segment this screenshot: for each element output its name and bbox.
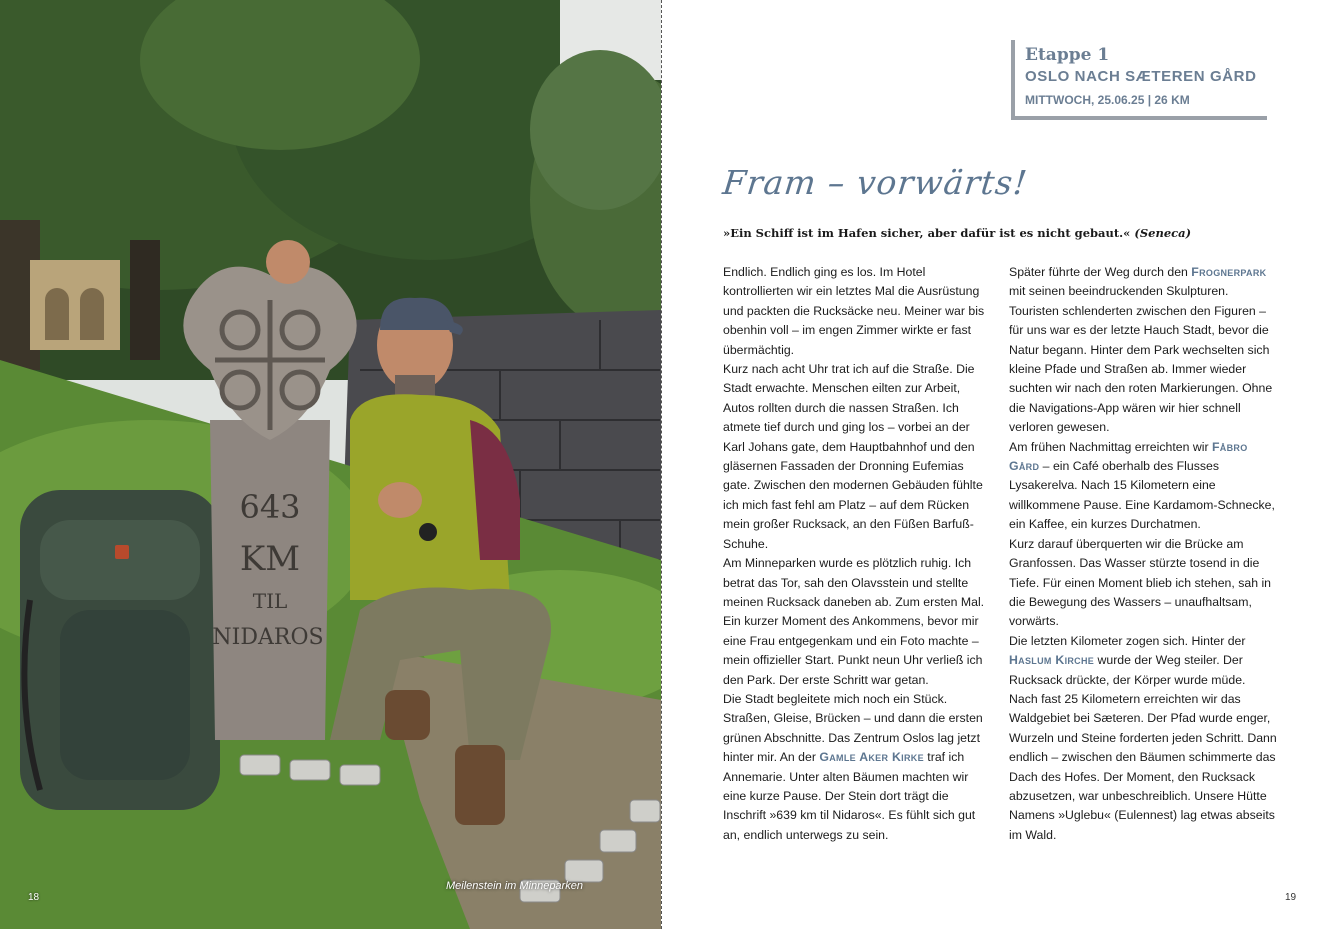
paragraph <box>1009 263 1277 438</box>
backpack <box>20 490 220 810</box>
paragraph-text: Später führte der Weg durch den <box>1009 265 1192 279</box>
stage-date: MITTWOCH, 25.06.25 | 26 KM <box>1025 93 1190 107</box>
stage-title: Etappe 1 <box>1025 45 1110 65</box>
page-number-left: 18 <box>28 892 40 903</box>
paragraph: Endlich. Endlich ging es los. Im Hotel kontrollierten wir ein letztes Mal die Ausrüstung und packten die Rucksäcke neu. Meiner war bis obenhin voll – im engen Zimmer wirkte er fast übermächtig. <box>723 265 985 357</box>
paragraph-text: Am frühen Nachmittag erreichten wir <box>1009 439 1212 454</box>
paragraph-text: – ein Café oberhalb des Flusses Lysakerelva. Nach 15 Kilometern eine willkommene Pause. Eine Kardamom-Schnecke, ein Kaffee, ein kurzes Durchatmen. <box>1009 459 1275 532</box>
paragraph-text: mit seinen beeindruckenden Skulpturen. Touristen schlenderten zwischen den Figuren – für uns war es der letzte Hauch Stadt, bevor die Natur begann. Hinter dem Park wechselten sich kleine Pfade und Straßen ab. Immer wieder suchten wir nach den roten Markierungen. Ohne die Navigations-App wären wir hier schnell verloren gewesen. <box>1009 284 1273 435</box>
paragraph-text: traf ich Annemarie. Unter alten Bäumen machten wir eine kurze Pause. Der Stein dort trägt die Inschrift »639 km til Nidaros«. Es fühlt sich gut an, endlich unterwegs zu sein. <box>723 750 976 842</box>
photo-caption: Meilenstein im Minneparken <box>446 880 583 892</box>
paragraph <box>1009 632 1277 845</box>
paragraph: Kurz nach acht Uhr trat ich auf die Straße. Die Stadt erwachte. Menschen eilten zur Arbeit, Autos rollten durch die nassen Straßen. Ich atmete tief durch und ging los – vorbei an der Karl Johans gate, dem Hauptbahnhof und den gläsernen Fassaden der Dronning Eufemias gate. Zwischen den modernen Gebäuden fühlte ich mich fast fehl am Platz – auf dem Rücken mein großer Rucksack, an den Füßen Barfuß-Schuhe. <box>723 362 983 551</box>
paragraph-text: wurde der Weg steiler. Der Rucksack drückte, der Körper wurde müde. Nach fast 25 Kilometern erreichten wir das Waldgebiet bei Sæteren. Der Pfad wurde enger, Wurzeln und Steine forderten jeden Schritt. Dann endlich – zwischen den Bäumen schimmerte das Dach des Hofes. Der Moment, den Rucksack abzusetzen, war unbeschreiblich. Unsere Hütte Namens »Uglebu« (Eulennest) lag etwas abseits im Wald. <box>1009 653 1277 842</box>
svg-text:NIDAROS: NIDAROS <box>212 625 324 650</box>
chapter-headline: Fram – vorwärts! <box>720 163 1030 202</box>
svg-text:KM: KM <box>239 539 301 579</box>
place-name: Gamle Aker Kirke <box>819 750 924 765</box>
paragraph <box>1009 438 1277 535</box>
epigraph-quote <box>723 226 1263 240</box>
quote-text: »Ein Schiff ist im Hafen sicher, aber dafür ist es nicht gebaut.« <box>723 226 1131 240</box>
text-column-left <box>723 263 991 845</box>
stage-box <box>1011 40 1267 120</box>
quote-author: (Seneca) <box>1134 226 1192 240</box>
text-column-right <box>1009 263 1277 845</box>
paragraph: Kurz darauf überquerten wir die Brücke am Granfossen. Das Wasser stürzte tosend in die Tiefe. Für einen Moment blieb ich stehen, sah in die Bewegung des Wassers – unaufhaltsam, vorwärts. <box>1009 536 1272 629</box>
page-number-right: 19 <box>1285 892 1297 903</box>
place-name: Haslum Kirche <box>1009 653 1095 668</box>
page-gutter <box>661 0 662 929</box>
place-name: Fåbro Gård <box>1009 439 1248 474</box>
paragraph: Am Minneparken wurde es plötzlich ruhig. Ich betrat das Tor, sah den Olavsstein und stellte meinen Rucksack daneben ab. Zum ersten Mal. Ein kurzer Moment des Ankommens, bevor mir eine Frau entgegenkam und ein Foto machte – mein offizieller Start. Punkt neun Uhr verließ ich den Park. Der erste Schritt war getan. <box>723 556 985 687</box>
svg-text:TIL: TIL <box>252 589 288 613</box>
svg-text:643: 643 <box>239 488 301 526</box>
photo-page <box>0 0 661 929</box>
paragraph <box>723 690 991 845</box>
paragraph-text: Die letzten Kilometer zogen sich. Hinter der <box>1009 633 1246 648</box>
paragraph-text: Die Stadt begleitete mich noch ein Stück. Straßen, Gleise, Brücken – und dann die ersten grünen Abschnitte. Das Zentrum Oslos lag jetzt hinter mir. An der <box>723 691 983 765</box>
milestone-photo <box>0 0 661 929</box>
stage-route: OSLO NACH SÆTEREN GÅRD <box>1025 68 1257 85</box>
place-name: Frognerpark <box>1191 265 1267 279</box>
